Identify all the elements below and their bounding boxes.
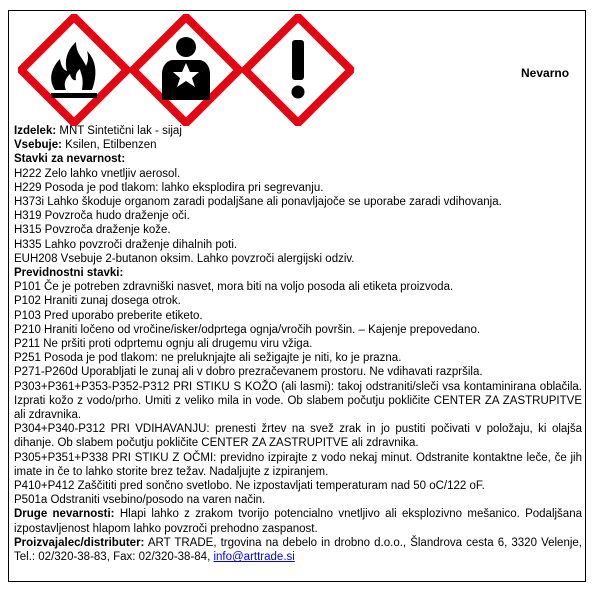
- product-label: Izdelek:: [14, 125, 57, 137]
- product-line: [14, 124, 582, 138]
- other-hazards: [14, 507, 582, 535]
- producer-text: ART TRADE, trgovina na debelo in drobno d.o.o., Šlandrova cesta 6, 3320 Velenje, Tel.: 02/320-38-83, Fax: 02/320-38-84,: [14, 536, 582, 564]
- other-hazards-label: Druge nevarnosti:: [14, 508, 115, 521]
- precaution-statement: P271-P260d Uporabljati le zunaj ali v dobro prezračevanem prostoru. Ne vdihavati razpršila.: [14, 366, 483, 379]
- precaution-statement: P305+P351+P338 PRI STIKU Z OČMI: previdno izpirajte z vodo nekaj minut. Odstranite kontaktne leče, če jih imate in če to lahko storite brez težav. Nadaljujte z izpiranjem.: [14, 451, 582, 478]
- contains-label: Vsebuje:: [14, 139, 62, 152]
- health-hazard-icon: [130, 14, 242, 126]
- hazard-statement: H229 Posoda je pod tlakom: lahko eksplodira pri segrevanju.: [14, 181, 324, 194]
- precaution-statement: P501a Odstraniti vsebino/posodo na varen način.: [14, 494, 266, 507]
- label-text: [14, 124, 582, 564]
- contains-value: Ksilen, Etilbenzen: [65, 139, 157, 152]
- email-link[interactable]: info@arttrade.si: [213, 551, 295, 564]
- producer-info: [14, 536, 582, 564]
- signal-word: Nevarno: [521, 66, 570, 80]
- precaution-statement: P304+P340-P312 PRI VDIHAVANJU: prenesti žrtev na svež zrak in jo pustiti počivati v položaju, ki olajša dihanje. Ob slabem počutju pokličite CENTER ZA ZASTRUPITVE ali zdravnika.: [14, 423, 582, 450]
- hazard-statement: EUH208 Vsebuje 2-butanon oksim. Lahko povzroči alergijski odziv.: [14, 252, 355, 265]
- precaution-statement: P303+P361+P353-P352-P312 PRI STIKU S KOŽO (ali lasmi): takoj odstraniti/sleči vsa kontaminirana oblačila. Izprati kožo z vodo/prho. Umiti z veliko mila in vode. Ob slabem počutju pokličite CENTER ZA ZASTRUPITVE ali zdravnika.: [14, 380, 582, 422]
- hazard-statement: H315 Povzroča draženje kože.: [14, 224, 171, 237]
- precaution-statement: P101 Če je potreben zdravniški nasvet, mora biti na voljo posoda ali etiketa proizvoda.: [14, 281, 454, 294]
- hazard-statement: H373i Lahko škoduje organom zaradi podaljšane ali ponavljajoče se uporabe zaradi vdihovanja.: [14, 196, 502, 209]
- precaution-statement: P211 Ne pršiti proti odprtemu ognju ali drugemu viru vžiga.: [14, 338, 313, 351]
- precaution-statement: P210 Hraniti ločeno od vročine/isker/odprtega ognja/vročih površin. – Kajenje prepovedano.: [14, 323, 481, 336]
- precaution-statement: P410+P412 Zaščititi pred sončno svetlobo. Ne izpostavljati temperaturam nad 50 oC/122 oF.: [14, 480, 485, 493]
- product-name: MNT Sintetični lak - sijaj: [59, 125, 182, 137]
- precaution-statement: P102 Hraniti zunaj dosega otrok.: [14, 295, 181, 308]
- other-hazards-text: Hlapi lahko z zrakom tvorijo potencialno vnetljivo ali eksplozivno mešanico. Podaljšana izpostavljenost hlapom lahko povzroči prehodno zaspanost.: [14, 508, 582, 535]
- contains-line: [14, 138, 582, 152]
- hazard-statement: H319 Povzroča hudo draženje oči.: [14, 210, 190, 223]
- hazard-statement: H335 Lahko povzroči draženje dihalnih poti.: [14, 238, 238, 251]
- exclamation-icon: [242, 14, 354, 126]
- precaution-statement: P103 Pred uporabo preberite etiketo.: [14, 309, 203, 322]
- hazard-heading: Stavki za nevarnost:: [14, 153, 126, 166]
- flame-icon: [18, 14, 130, 126]
- precaution-heading: Previdnostni stavki:: [14, 267, 124, 280]
- producer-label: Proizvajalec/distributer:: [14, 536, 145, 549]
- hazard-statement: H222 Zelo lahko vnetljiv aerosol.: [14, 167, 181, 180]
- precaution-statement: P251 Posoda je pod tlakom: ne preluknjajte ali sežigajte je niti, ko je prazna.: [14, 352, 402, 365]
